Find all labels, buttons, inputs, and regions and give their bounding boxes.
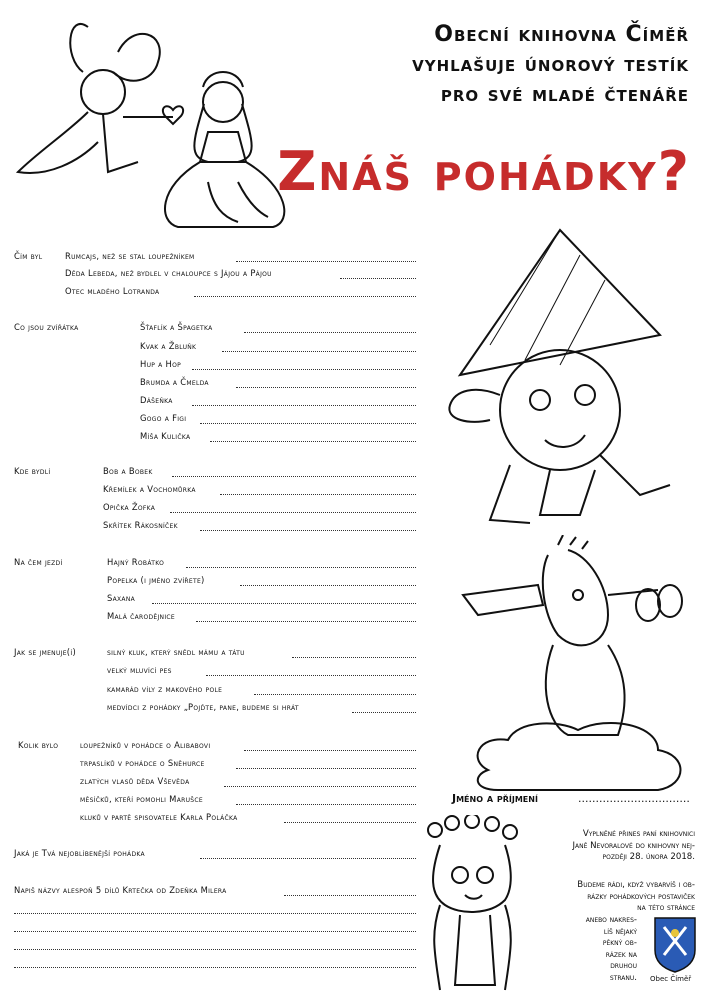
answer-line[interactable] <box>236 804 416 805</box>
answer-line[interactable] <box>172 476 416 477</box>
answer-line[interactable] <box>200 530 416 531</box>
list-item: kamarád víly z makového pole <box>107 684 223 694</box>
name-field-label: Jméno a příjmení <box>452 792 538 805</box>
fairy-princess-illustration <box>8 12 308 234</box>
list-item: měsíčků, kteří pomohli Marušce <box>80 794 203 804</box>
answer-line[interactable] <box>210 441 416 442</box>
list-item: kluků v partě spisovatele Karla Poláčka <box>80 812 238 822</box>
list-item: trpaslíků v pohádce o Sněhurce <box>80 758 205 768</box>
answer-line[interactable] <box>284 895 416 896</box>
answer-line[interactable] <box>236 261 416 262</box>
answer-line[interactable] <box>200 858 416 859</box>
answer-line[interactable] <box>196 621 416 622</box>
list-item: medvídci z pohádky „Pojďte, pane, budeme si hrát <box>107 702 299 712</box>
answer-line[interactable] <box>236 387 416 388</box>
answer-line[interactable] <box>14 949 416 950</box>
list-item: Brumda a Čmelda <box>140 377 209 387</box>
list-item: velký mluvící pes <box>107 665 172 675</box>
list-item: Skřítek Rákosníček <box>103 520 178 530</box>
header-line-2: vyhlašuje únorový testík <box>412 52 689 77</box>
deadline-note: Vyplněné přines paní knihovnici Janě Nevoralové do knihovny nej- později 28. února 2018. <box>572 829 695 862</box>
list-item: Saxana <box>107 593 136 603</box>
answer-line[interactable] <box>194 296 416 297</box>
coloring-note-2: anebo nakres- líš nějaký pěkný ob- rázek na druhou stranu. <box>585 915 637 983</box>
section-3-label: Kde bydlí <box>14 466 51 476</box>
answer-line[interactable] <box>220 494 416 495</box>
answer-line[interactable] <box>244 332 416 333</box>
list-item: Děda Lebeda, než bydlel v chaloupce s Jájou a Pájou <box>65 268 272 278</box>
list-item: Otec mladého Lotranda <box>65 286 160 296</box>
list-item: Opička Žofka <box>103 502 156 512</box>
list-item: Hajný Robátko <box>107 557 165 567</box>
answer-line[interactable] <box>352 712 416 713</box>
section-5-label: Jak se jmenuje(í) <box>14 647 77 657</box>
answer-line[interactable] <box>284 822 416 823</box>
answer-line[interactable] <box>340 278 416 279</box>
list-item: Malá čarodějnice <box>107 611 175 621</box>
list-item: Šťaflík a Špagetka <box>140 322 213 332</box>
list-item: Bob a Bobek <box>103 466 153 476</box>
answer-line[interactable] <box>222 351 416 352</box>
list-item: Hup a Hop <box>140 359 182 369</box>
answer-line[interactable] <box>292 657 416 658</box>
question-mole-episodes: Napiš názvy alespoň 5 dílů Krtečka od Zdeňka Milera <box>14 885 227 895</box>
list-item: zlatých vlasů děda Vševěda <box>80 776 190 786</box>
list-item: Popelka (i jméno zvířete) <box>107 575 205 585</box>
answer-line[interactable] <box>192 369 416 370</box>
list-item: Kvak a Žbluňk <box>140 341 197 351</box>
name-field-input[interactable]: ................................ <box>578 792 690 805</box>
municipal-crest-icon <box>652 915 698 973</box>
page-title: Znáš pohádky? <box>277 140 691 203</box>
answer-line[interactable] <box>152 603 416 604</box>
section-4-label: Na čem jezdí <box>14 557 63 567</box>
list-item: Rumcajs, než se stal loupežníkem <box>65 251 195 261</box>
answer-line[interactable] <box>14 913 416 914</box>
answer-line[interactable] <box>192 405 416 406</box>
answer-line[interactable] <box>186 567 416 568</box>
answer-line[interactable] <box>14 931 416 932</box>
header-line-1: Obecní knihovna Číměř <box>434 22 689 47</box>
section-1-label: Čím byl <box>14 251 43 261</box>
answer-line[interactable] <box>170 512 416 513</box>
list-item: Gogo a Figi <box>140 413 187 423</box>
crest-label: Obec Číměř <box>650 975 692 983</box>
answer-line[interactable] <box>200 423 416 424</box>
answer-line[interactable] <box>254 694 416 695</box>
list-item: Míša Kulička <box>140 431 191 441</box>
answer-line[interactable] <box>244 750 416 751</box>
rakosnicek-boy-illustration <box>430 225 700 525</box>
section-6-label: Kolik bylo <box>18 740 59 750</box>
answer-line[interactable] <box>224 786 416 787</box>
mole-illustration <box>458 535 703 805</box>
list-item: Křemílek a Vochomůrka <box>103 484 196 494</box>
girl-illustration <box>420 815 530 995</box>
answer-line[interactable] <box>236 768 416 769</box>
section-2-label: Co jsou zvířátka <box>14 322 79 332</box>
answer-line[interactable] <box>206 675 416 676</box>
answer-line[interactable] <box>14 967 416 968</box>
list-item: loupežníků v pohádce o Alibabovi <box>80 740 211 750</box>
coloring-note-1: Budeme rádi, když vybarvíš i ob- rázky pohádkových postaviček na této stránce <box>577 880 695 913</box>
header-line-3: pro své mladé čtenáře <box>440 82 689 107</box>
question-favorite-tale: Jaká je Tvá nejoblíbenější pohádka <box>14 848 145 858</box>
list-item: silný kluk, který snědl mámu a tátu <box>107 647 245 657</box>
list-item: Dášeňka <box>140 395 173 405</box>
answer-line[interactable] <box>240 585 416 586</box>
